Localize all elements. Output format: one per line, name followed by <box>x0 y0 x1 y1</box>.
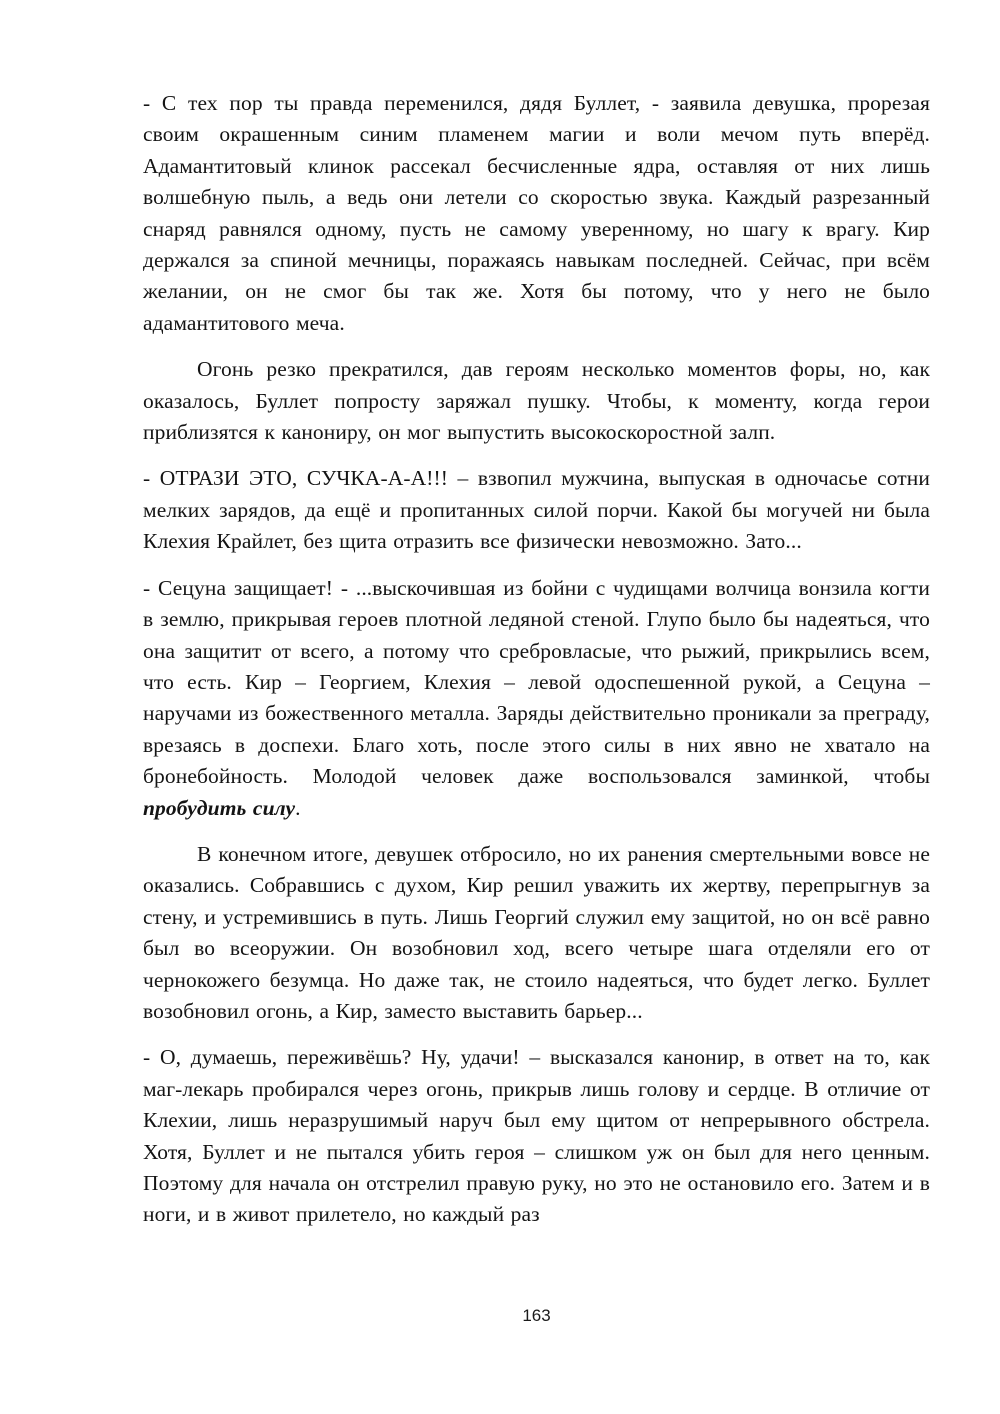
paragraph-dialogue-1: - С тех пор ты правда переменился, дядя Буллет, - заявила девушка, прорезая своим окрашенным синим пламенем магии и воли мечом путь вперёд. Адамантитовый клинок рассекал бесчисленные ядра, оставляя от них лишь волшебную пыль, а ведь они летели со скоростью звука. Каждый разрезанный снаряд равнялся одному, пусть не самому уверенному, но шагу к врагу. Кир держался за спиной мечницы, поражаясь навыкам последней. Сейчас, при всём желании, он не смог бы так же. Хотя бы потому, что у него не было адамантитового меча. <box>143 91 930 335</box>
paragraph-text: . <box>295 795 301 820</box>
page-number: 163 <box>522 1306 551 1325</box>
paragraph-text: - Сецуна защищает! - ...выскочившая из бойни с чудищами волчица вонзила когти в землю, прикрывая героев плотной ледяной стеной. Глупо было бы надеяться, что она защитит от всего, а потому что сребровласые, что рыжий, прикрылись всем, что есть. Кир – Георгием, Клехия – левой одоспешенной рукой, а Сецуна – наручами из божественного металла. Заряды действительно проникали за преграду, врезаясь в доспехи. Благо хоть, после этого силы в них явно не хватало на бронебойность. Молодой человек даже воспользовался заминкой, чтобы <box>143 575 930 789</box>
paragraph-dialogue-3 <box>143 573 930 824</box>
paragraph-narration-1: Огонь резко прекратился, дав героям несколько моментов форы, но, как оказалось, Буллет попросту заряжал пушку. Чтобы, к моменту, когда герои приблизятся к канониру, он мог выпустить высокоскоростной залп. <box>143 357 930 445</box>
paragraph-dialogue-4: - О, думаешь, переживёшь? Ну, удачи! – высказался канонир, в ответ на то, как маг-лекарь пробирался через огонь, прикрыв лишь голову и сердце. В отличие от Клехии, лишь неразрушимый наруч был ему щитом от непрерывного обстрела. Хотя, Буллет и не пытался убить героя – слишком уж он был для него ценным. Поэтому для начала он отстрелил правую руку, но это не остановило его. Затем и в ноги, и в живот прилетело, но каждый раз <box>143 1045 930 1227</box>
paragraph-dialogue-2: - ОТРАЗИ ЭТО, СУЧКА-А-А!!! – взвопил мужчина, выпуская в одночасье сотни мелких зарядов, да ещё и пропитанных силой порчи. Какой бы могучей ни была Клехия Крайлет, без щита отразить все физически невозможно. Зато... <box>143 466 930 554</box>
paragraph-narration-2: В конечном итоге, девушек отбросило, но их ранения смертельными вовсе не оказались. Собравшись с духом, Кир решил уважить их жертву, перепрыгнув за стену, и устремившись в путь. Лишь Георгий служил ему защитой, но он всё равно был во всеоружии. Он возобновил ход, всего четыре шага отделяли его от чернокожего безумца. Но даже так, не стоило надеяться, что будет легко. Буллет возобновил огонь, а Кир, заместо выставить барьер... <box>143 841 930 1023</box>
emphasized-phrase: пробудить силу <box>143 795 296 820</box>
